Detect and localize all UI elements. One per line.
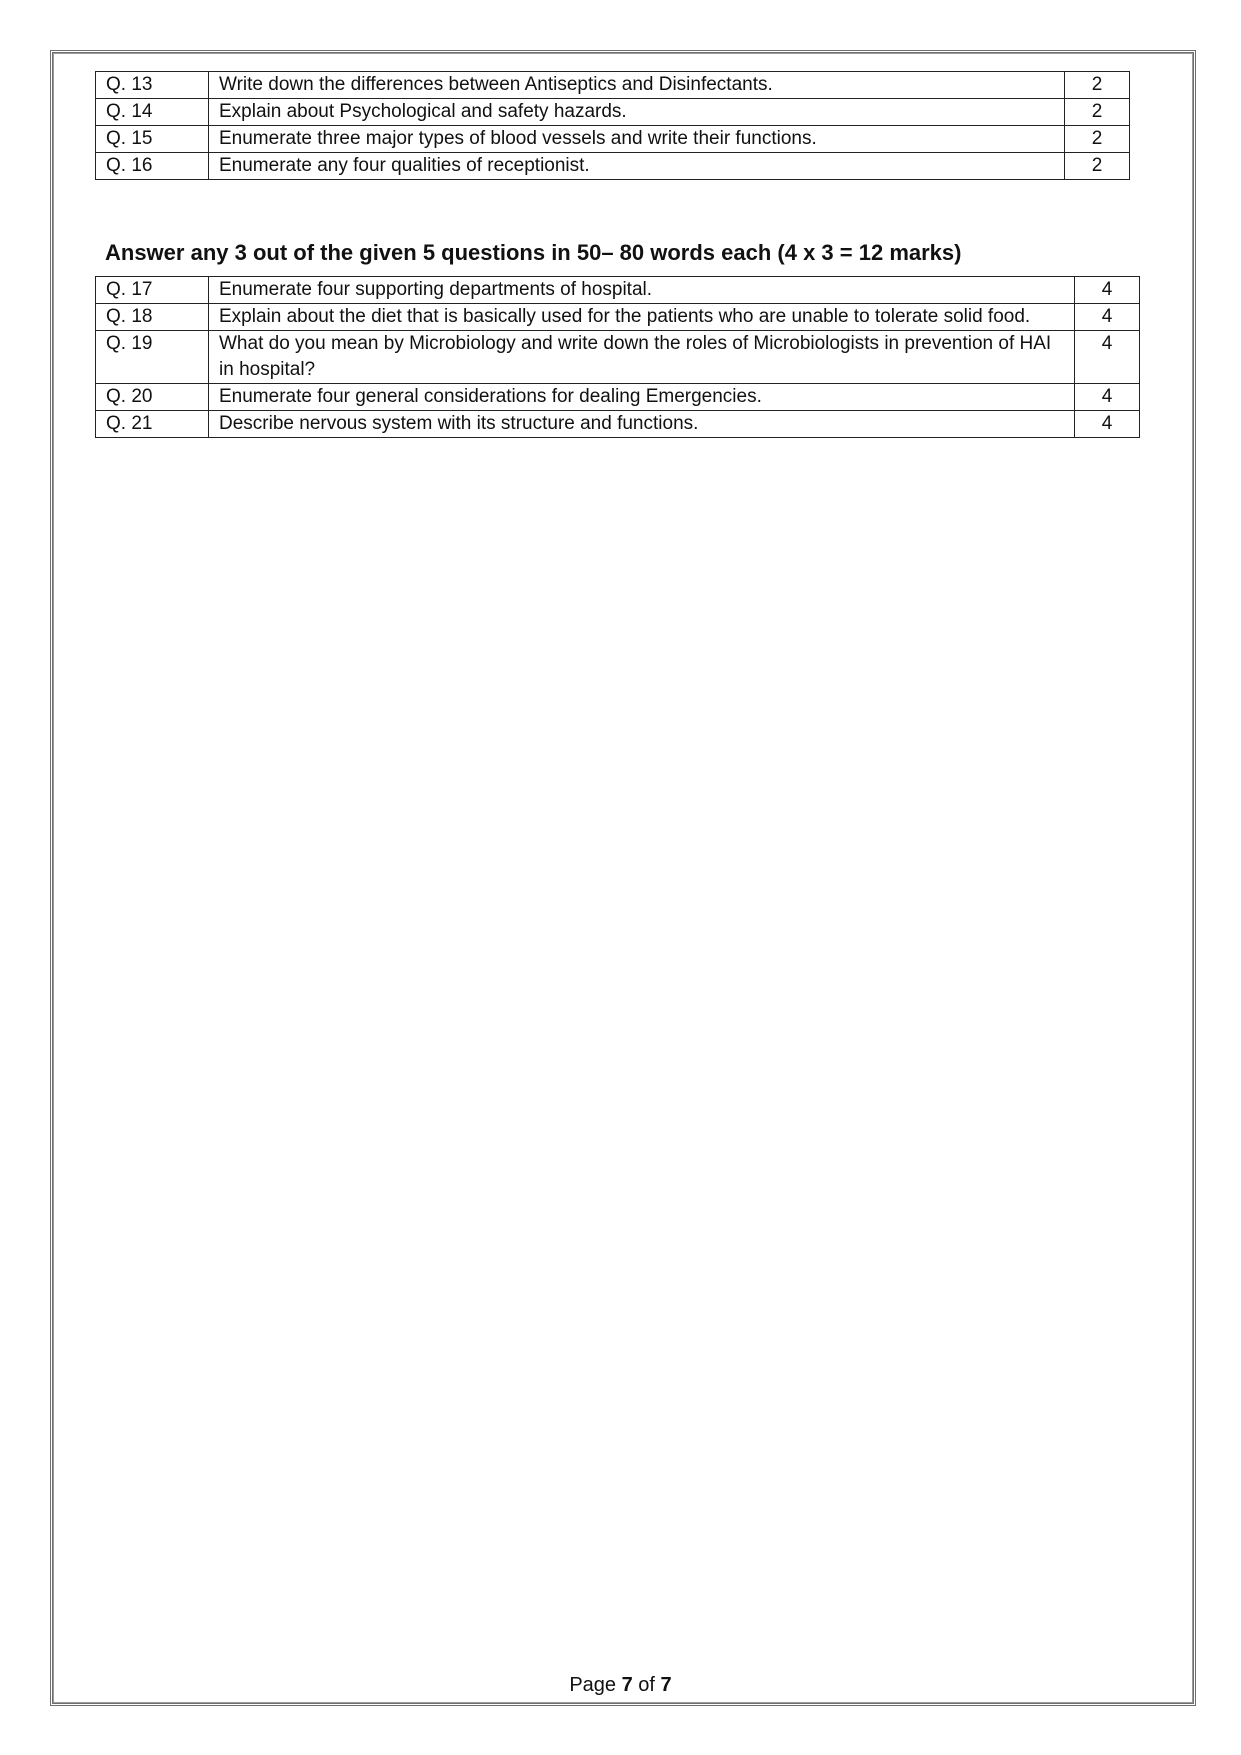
question-text: Explain about Psychological and safety hazards. <box>209 99 1065 126</box>
questions-table-short <box>95 71 1130 180</box>
question-number: Q. 16 <box>96 153 209 180</box>
question-text: Describe nervous system with its structure and functions. <box>209 411 1075 438</box>
question-number: Q. 17 <box>96 277 209 304</box>
table-row <box>96 277 1140 304</box>
question-text: Enumerate four supporting departments of hospital. <box>209 277 1075 304</box>
question-number: Q. 18 <box>96 304 209 331</box>
question-number: Q. 15 <box>96 126 209 153</box>
question-text: Enumerate three major types of blood vessels and write their functions. <box>209 126 1065 153</box>
question-text: Enumerate any four qualities of receptionist. <box>209 153 1065 180</box>
footer-of-word: of <box>638 1674 655 1696</box>
table-row <box>96 72 1130 99</box>
question-number: Q. 13 <box>96 72 209 99</box>
question-number: Q. 21 <box>96 411 209 438</box>
question-number: Q. 19 <box>96 331 209 384</box>
footer-total-pages: 7 <box>660 1674 672 1696</box>
question-marks: 4 <box>1075 277 1140 304</box>
question-marks: 2 <box>1065 153 1130 180</box>
table-row <box>96 99 1130 126</box>
table-row <box>96 153 1130 180</box>
question-number: Q. 14 <box>96 99 209 126</box>
question-text: Enumerate four general considerations for dealing Emergencies. <box>209 384 1075 411</box>
question-marks: 2 <box>1065 126 1130 153</box>
question-marks: 4 <box>1075 304 1140 331</box>
question-text: Explain about the diet that is basically used for the patients who are unable to tolerate solid food. <box>209 304 1075 331</box>
table-row <box>96 384 1140 411</box>
question-marks: 2 <box>1065 72 1130 99</box>
question-marks: 4 <box>1075 331 1140 384</box>
question-marks: 4 <box>1075 411 1140 438</box>
questions-table-long <box>95 276 1140 438</box>
page-footer <box>0 1674 1241 1697</box>
footer-current-page: 7 <box>621 1674 633 1696</box>
question-marks: 4 <box>1075 384 1140 411</box>
question-text: Write down the differences between Antiseptics and Disinfectants. <box>209 72 1065 99</box>
table-row <box>96 331 1140 384</box>
section-heading: Answer any 3 out of the given 5 questions in 50– 80 words each (4 x 3 = 12 marks) <box>105 240 962 265</box>
question-number: Q. 20 <box>96 384 209 411</box>
table-row <box>96 304 1140 331</box>
footer-page-word: Page <box>569 1674 617 1696</box>
table-row <box>96 411 1140 438</box>
table-row <box>96 126 1130 153</box>
question-text: What do you mean by Microbiology and write down the roles of Microbiologists in prevention of HAI in hospital? <box>209 331 1075 384</box>
question-marks: 2 <box>1065 99 1130 126</box>
